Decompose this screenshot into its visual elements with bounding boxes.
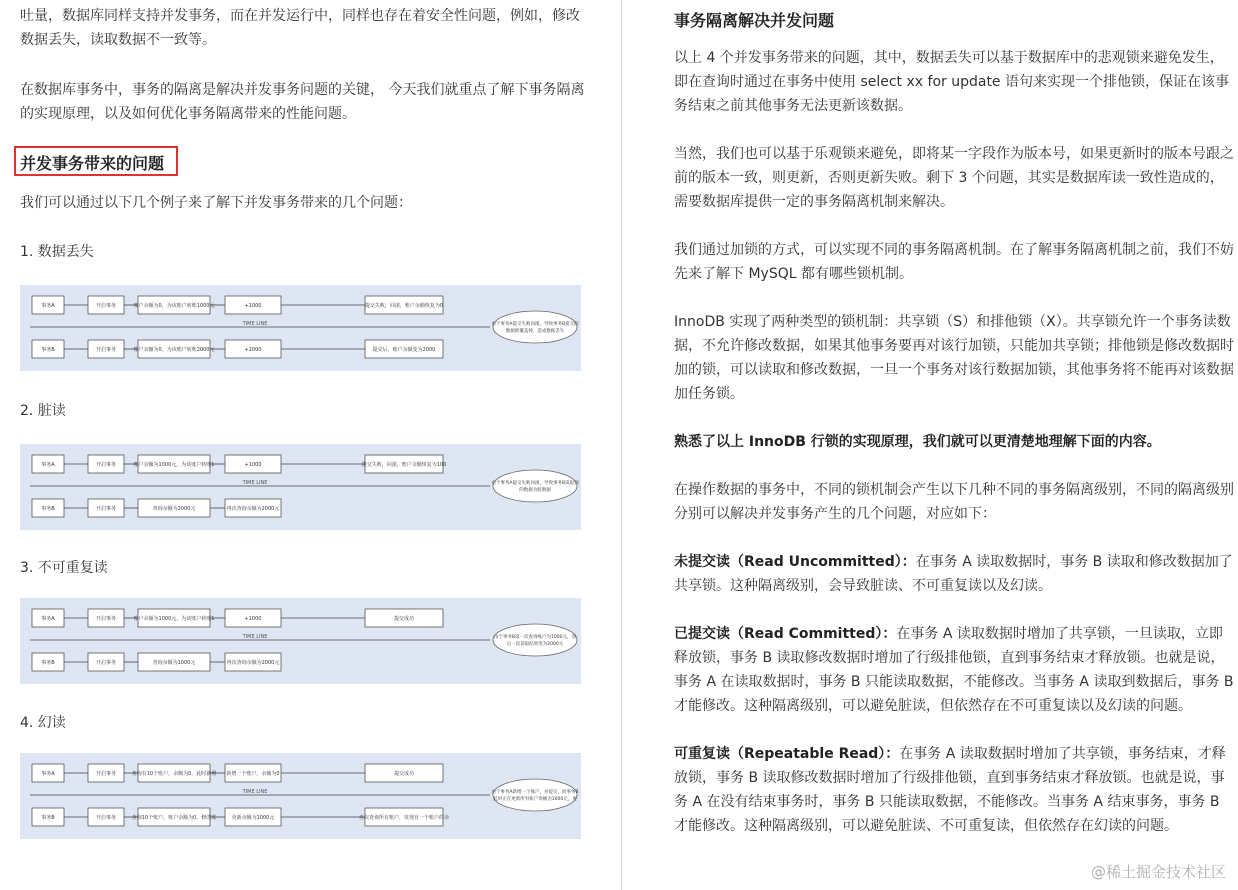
level-body: 在事务 A 读取数据时增加了共享锁，一旦读取，立即释放锁，事务 B 读取修改数据时增加了行级排他锁，直到事务结束才释放锁。也就是说，事务 A 在读取数据时，事务 B 只能读取数据，不能修改。当事务 A 读取到数据后，事务 B 才能修改。这种隔离级别，可以避免脏读，但依然存在不可重复读以及幻读的问题。	[674, 626, 1234, 714]
diagram-box-label: 提交失败，回滚，账户余额恢复为100	[361, 462, 447, 468]
diagram-nonrepeatable-read	[20, 598, 581, 684]
diagram-box-label: 提交失败，回滚，账户余额恢复为0	[364, 303, 444, 309]
diagram-box-label: 再次查询余额为2000元	[226, 506, 280, 512]
diagram-box-label: 事务A	[41, 616, 55, 622]
diagram-box-label: 事务B	[41, 660, 55, 666]
diagram-box-label: 账户余额为1000元，为该账户转账1	[133, 462, 215, 468]
diagram-box-label: +1000	[244, 462, 262, 468]
note-text: 的数据为脏数据	[519, 488, 551, 493]
diagram-box-label: 更新余额为1000元	[231, 815, 275, 821]
diagram-box-label: 开启事务	[95, 616, 117, 622]
level-title: 已提交读（Read Committed）：	[674, 626, 897, 642]
item-label: 3. 不可重复读	[20, 560, 108, 576]
diagram-box-label: 提交成功	[393, 616, 415, 622]
note-text: 此时正在更新所有账户余额为1000元，更	[493, 797, 577, 802]
timeline-label: TIME LINE	[242, 634, 268, 640]
note-text: 由于事务A提交失败回滚，导致事务B读取到	[491, 481, 579, 486]
diagram-box-label: 开启事务	[95, 462, 117, 468]
note-text: 由于事务B第一次查询账户为1000元，而	[493, 635, 577, 640]
diagram-box-label: 事务B	[41, 815, 55, 821]
note-cloud	[493, 624, 577, 656]
paragraph: 在数据库事务中，事务的隔离是解决并发事务问题的关键， 今天我们就重点了解下事务隔离的实现原理，以及如何优化事务隔离带来的性能问题。	[20, 82, 585, 122]
paragraph: 吐量，数据库同样支持并发事务，而在并发运行中，同样也存在着安全性问题，例如，修改数据丢失，读取数据不一致等。	[20, 8, 580, 48]
watermark: @稀土掘金技术社区	[1090, 863, 1226, 881]
note-text: 由于事务A新增一个账户，并提交，而事务B	[491, 790, 579, 795]
note-cloud	[493, 779, 577, 811]
diagram-box-label: 开启事务	[95, 660, 117, 666]
level-title: 未提交读（Read Uncommitted）：	[674, 554, 916, 570]
diagram-box-label: 账户余额为1000元，为该账户转账1	[133, 616, 215, 622]
timeline-label: TIME LINE	[242, 480, 268, 486]
timeline-label: TIME LINE	[242, 321, 268, 327]
diagram-box-label: 再次查询所有账户，发现有一个账户的余	[358, 815, 450, 821]
isolation-repeatable-read	[674, 742, 1234, 838]
level-body: 在事务 A 读取数据时，事务 B 读取和修改数据加了共享锁。这种隔离级别，会导致脏读、不可重复读以及幻读。	[674, 554, 1233, 594]
note-cloud	[493, 311, 577, 343]
diagram-box-label: 事务A	[41, 462, 55, 468]
diagram-box-label: 再次查询余额为2000元	[226, 660, 280, 666]
diagram-box-label: 查询10个账户，账户余额为0，修改账	[131, 815, 217, 821]
timeline-diagram	[20, 598, 581, 684]
diagram-box-label: 开启事务	[95, 506, 117, 512]
note-text: 由于事务A提交失败回滚，导致事务B提交的	[491, 322, 579, 327]
right-page	[624, 0, 1238, 890]
diagram-box-label: 事务A	[41, 303, 55, 309]
diagram-box-label: 查询余额为2000元	[152, 506, 196, 512]
paragraph: 以上 4 个并发事务带来的问题，其中，数据丢失可以基于数据库中的悲观锁来避免发生，即在查询时通过在事务中使用 select xx for update 语句来实现一个排他锁，保证在该事务结束之前其他事务无法更新该数据。	[674, 50, 1229, 114]
diagram-box-label: 开启事务	[95, 303, 117, 309]
isolation-read-uncommitted	[674, 550, 1234, 598]
diagram-box-label: +2000	[244, 347, 262, 353]
diagram-box-label: 事务B	[41, 506, 55, 512]
diagram-data-loss	[20, 285, 581, 371]
diagram-box-label: 事务A	[41, 771, 55, 777]
diagram-box-label: 开启事务	[95, 771, 117, 777]
item-label: 2. 脏读	[20, 403, 66, 419]
level-body: 在事务 A 读取数据时增加了共享锁，事务结束，才释放锁，事务 B 读取修改数据时增加了行级排他锁，直到事务结束才释放锁。也就是说，事务 A 在没有结束事务时，事务 B 只能读取数据，不能修改。当事务 A 结束事务，事务 B 才能修改。这种隔离级别，可以避免脏读、不可重复读，但依然存在幻读的问题。	[674, 746, 1226, 834]
diagram-box-label: +1000	[244, 303, 262, 309]
diagram-box-label: 查询有10个账户，余额为0，此时新增	[131, 771, 217, 777]
item-label: 4. 幻读	[20, 715, 66, 731]
diagram-box-label: 提交成功	[393, 771, 415, 777]
note-cloud	[493, 470, 577, 502]
diagram-box-label: 开启事务	[95, 815, 117, 821]
diagram-dirty-read	[20, 444, 581, 530]
paragraph: 我们通过加锁的方式，可以实现不同的事务隔离机制。在了解事务隔离机制之前，我们不妨先来了解下 MySQL 都有哪些锁机制。	[674, 242, 1234, 282]
diagram-box-label: 账户余额为0，为该账户转账2000元	[133, 347, 215, 353]
paragraph-bold: 熟悉了以上 InnoDB 行锁的实现原理，我们就可以更清楚地理解下面的内容。	[674, 434, 1161, 450]
diagram-box-label: 查询余额为1000元	[152, 660, 196, 666]
diagram-box-label: 开启事务	[95, 347, 117, 353]
item-label: 1. 数据丢失	[20, 244, 94, 260]
paragraph: 在操作数据的事务中，不同的锁机制会产生以下几种不同的事务隔离级别，不同的隔离级别分别可以解决并发事务产生的几个问题，对应如下：	[674, 482, 1234, 522]
note-text: 数据被覆盖掉，造成数据丢失	[505, 329, 565, 334]
intro-text: 我们可以通过以下几个例子来了解下并发事务带来的几个问题：	[20, 195, 412, 211]
right-title: 事务隔离解决并发问题	[674, 11, 835, 30]
timeline-diagram	[20, 444, 581, 530]
diagram-box-label: 事务B	[41, 347, 55, 353]
diagram-box-label: 新增一个账户，余额为0	[226, 771, 280, 777]
timeline-diagram	[20, 285, 581, 371]
diagram-box-label: +1000	[244, 616, 262, 622]
level-title: 可重复读（Repeatable Read）：	[674, 746, 900, 762]
note-text: 后一次读取结果变为2000元	[506, 642, 564, 647]
diagram-box-label: 提交后，账户余额变为2000	[372, 347, 436, 353]
paragraph: InnoDB 实现了两种类型的锁机制：共享锁（S）和排他锁（X）。共享锁允许一个事务读数据，不允许修改数据，如果其他事务要再对该行加锁，只能加共享锁；排他锁是修改数据时加的锁，可以读取和修改数据，一旦一个事务对该行数据加锁，其他事务将不能再对该数据加任务锁。	[674, 314, 1234, 402]
timeline-diagram	[20, 753, 581, 839]
section-title: 并发事务带来的问题	[20, 154, 165, 173]
page-divider	[621, 0, 622, 890]
isolation-read-committed	[674, 622, 1234, 718]
timeline-label: TIME LINE	[242, 789, 268, 795]
diagram-box-label: 账户余额为0，为该账户转账1000元	[133, 303, 215, 309]
diagram-phantom-read	[20, 753, 581, 839]
paragraph: 当然，我们也可以基于乐观锁来避免，即将某一字段作为版本号，如果更新时的版本号跟之前的版本一致，则更新，否则更新失败。剩下 3 个问题，其实是数据库读一致性造成的，需要数据库提供一定的事务隔离机制来解决。	[674, 146, 1234, 210]
